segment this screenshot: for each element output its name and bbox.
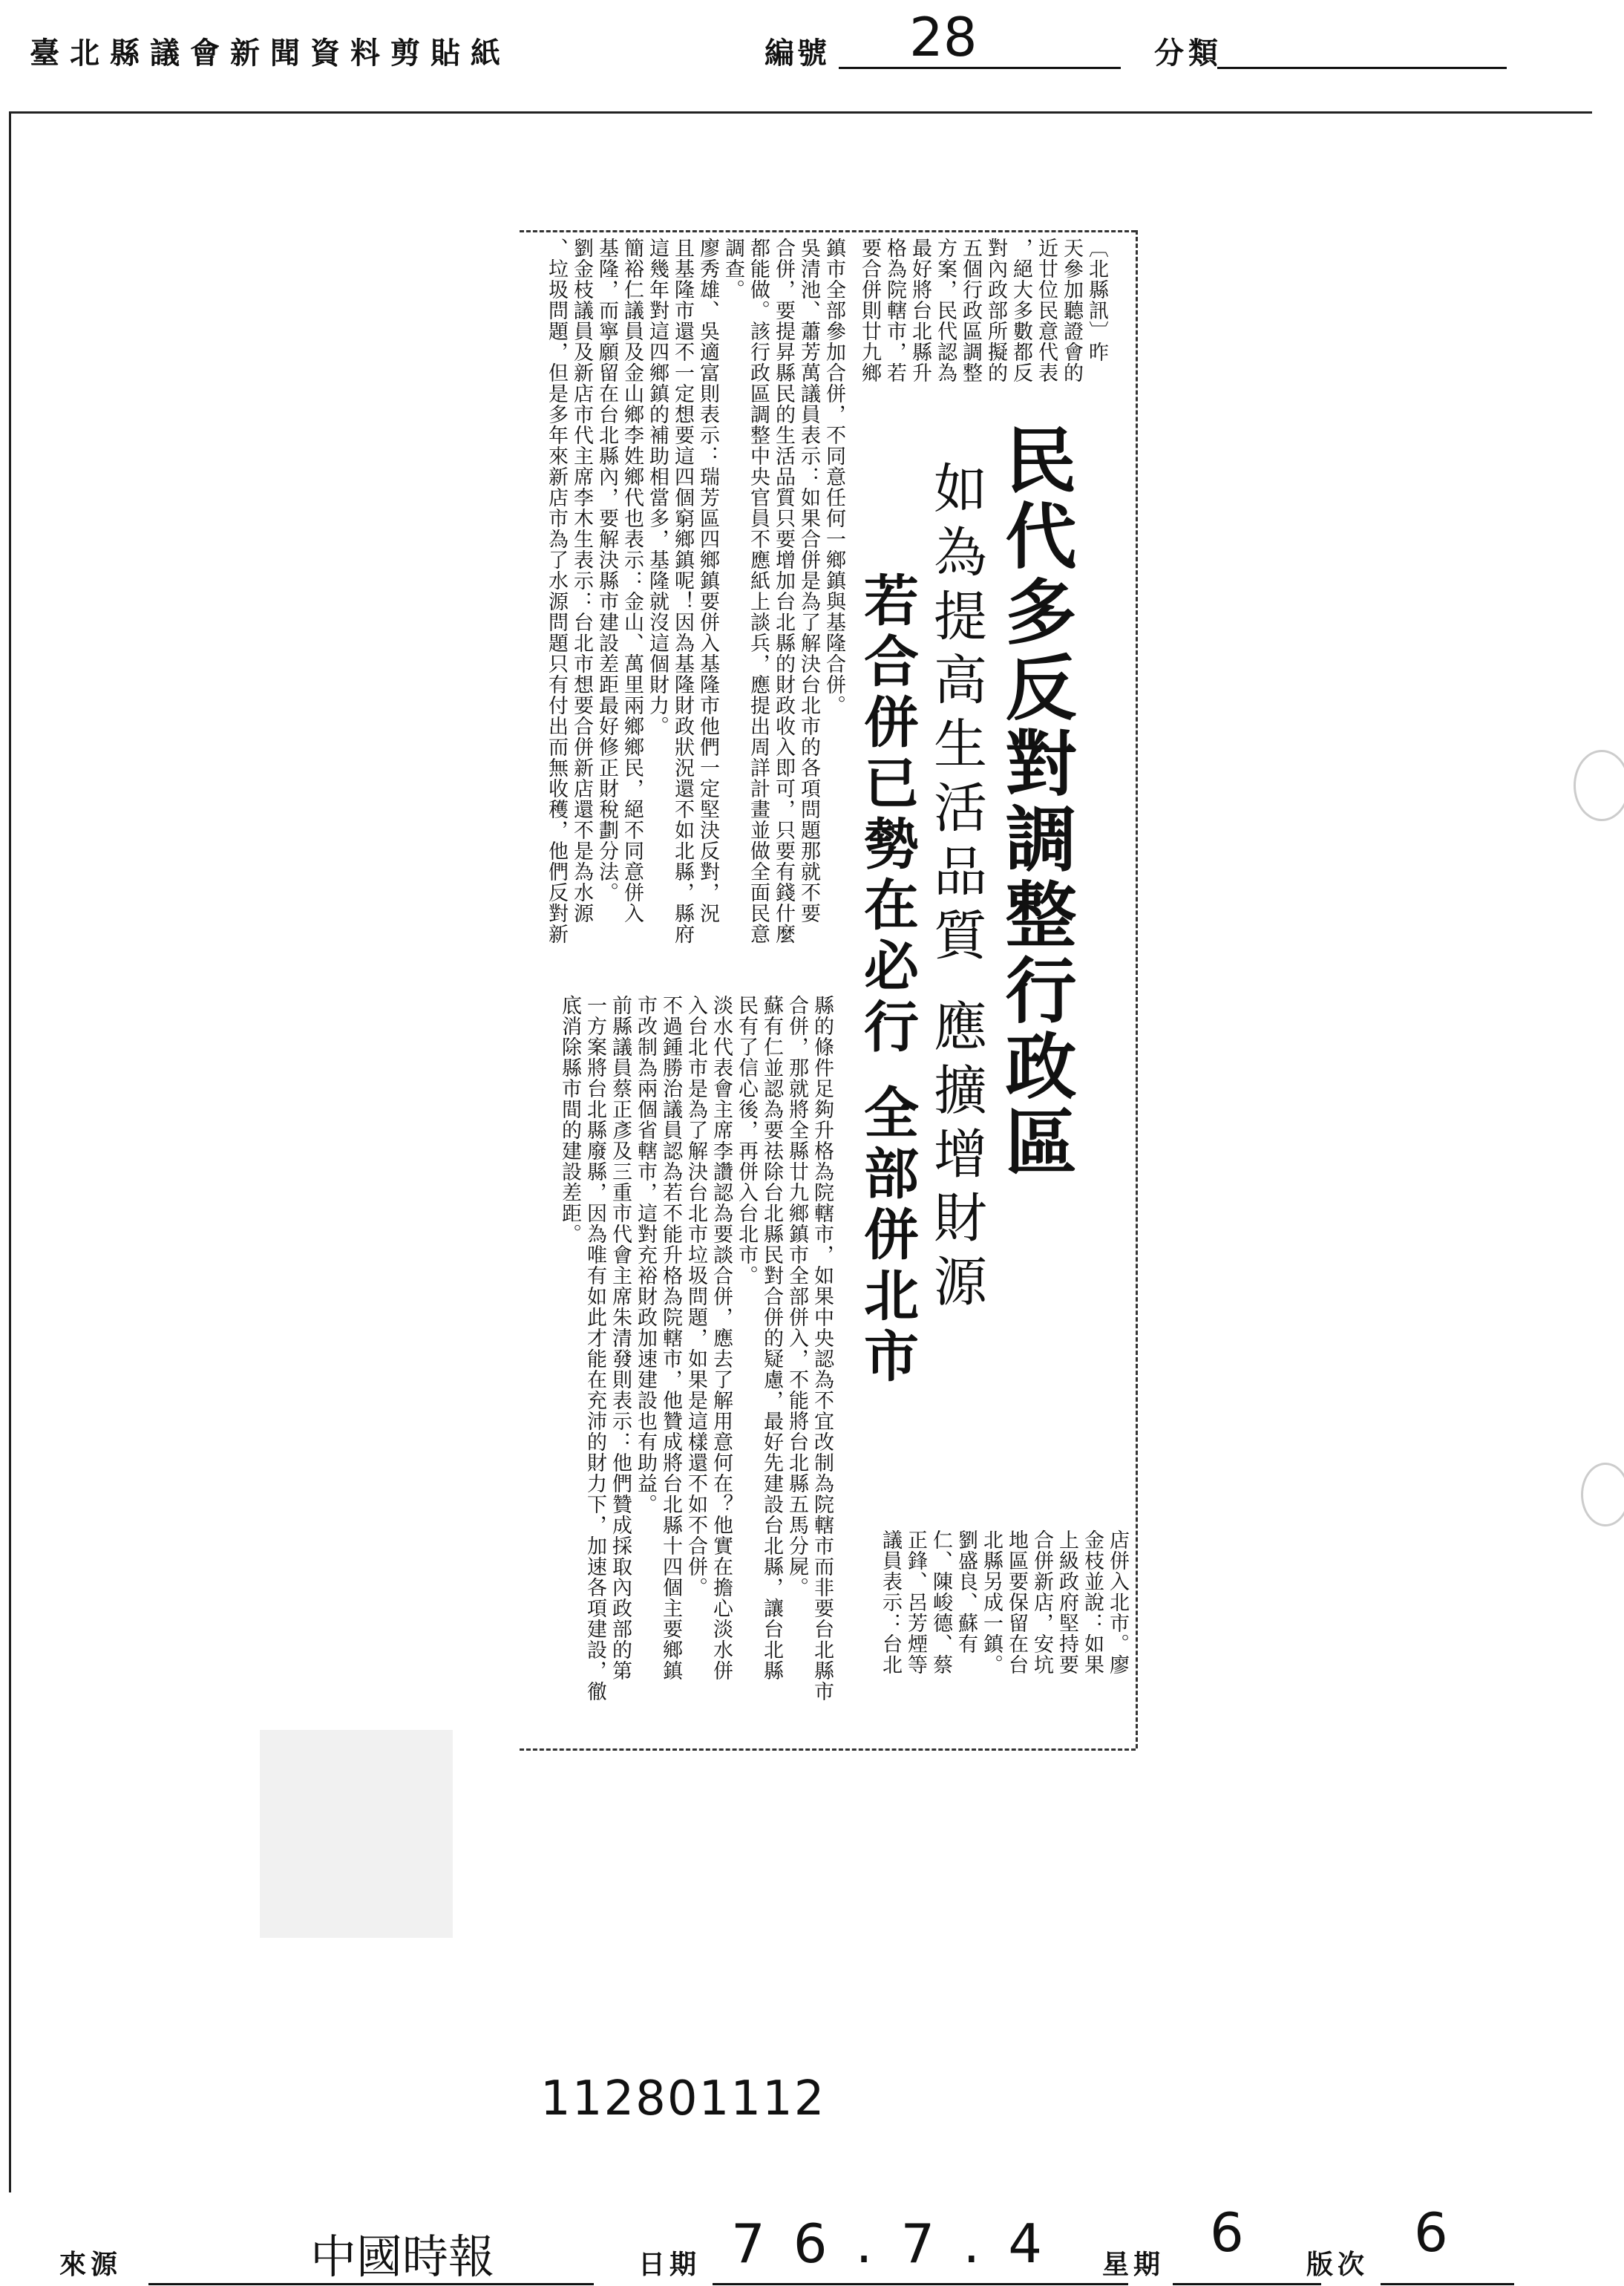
body-col: 基隆，而寧願留在台北縣內，要解決縣市建設差距最好修正財稅劃分法。 [595,238,618,903]
body-col: 廖秀雄、吳適富則表示：瑞芳區四鄉鎮要併入基隆市他們一定堅決反對，況 [696,238,719,924]
page-value: 6 [1414,2201,1448,2264]
body-col: 縣的條件足夠升格為院轄市，如果中央認為不宜改制為院轄市而非要台北縣市 [811,995,834,1702]
lead-col: 對內政部所擬的 [984,238,1007,383]
body-col: 且基隆市還不一定想要這四個窮鄉鎮呢！因為基隆財政狀況還不如北縣，縣府 [671,238,694,944]
body-col: 吳清池、蕭芳萬議員表示：如果合併是為了解決台北市的各項問題那就不要 [797,238,820,924]
lead-columns [858,238,1113,431]
number-label: 編號 [764,36,830,71]
lead-col: 天參加聽證會的 [1060,238,1083,383]
weekday-label: 星期 [1102,2249,1165,2280]
body-col: 底消除縣市間的建設差距。 [558,995,581,1244]
scan-smudge [260,1730,453,1938]
number-field-line [839,67,1121,69]
right-top-columns [858,1529,1133,1737]
body-col: 都能做。該行政區調整中央官員不應紙上談兵，應提出周詳計畫並做全面民意 [747,238,770,944]
body-col: 、垃圾問題，但是多年來新店市為了水源問題只有付出而無收穫，他們反對新 [545,238,568,944]
left-body-columns [528,238,848,1062]
number-value: 28 [909,6,978,68]
lead-col: 方案，民代認為 [934,238,957,383]
date-label: 日期 [638,2249,701,2280]
lead-col: 近廿位民意代表 [1035,238,1058,383]
lead-col: 格為院轄市，若 [883,238,906,383]
body-col: 地區要保留在台 [1005,1529,1028,1675]
body-col: 市改制為兩個省轄市，這對充裕財政加速建設也有助益。 [634,995,657,1515]
date-value: 76.7.4 [731,2212,1071,2275]
serial-number: 112801112 [540,2071,826,2126]
news-clipping [520,223,1143,1760]
body-col: 正鋒、呂芳煙等 [904,1529,927,1675]
body-col: 調查。 [721,238,744,300]
subhead-2: 若合併已勢在必行 全部併北市 [855,572,919,1388]
right-body-columns [542,995,839,1745]
clipping-top-border [520,230,1136,232]
form-title: 臺北縣議會新聞資料剪貼紙 [30,36,511,71]
body-col: 合併，要提昇縣民的生活品質只要增加台北縣的財政收入即可，只要有錢什麼 [772,238,795,944]
clipping-right-border [1136,230,1138,1748]
body-col: 北縣另成一鎮。 [980,1529,1003,1675]
weekday-field-line [1173,2283,1321,2285]
punch-hole [1581,1463,1624,1526]
punch-hole [1574,750,1624,821]
body-col: 店併入北市。廖 [1106,1529,1129,1675]
body-col: 劉金枝議員及新店市代主席李木生表示：台北市想要合併新店還不是為水源 [570,238,593,924]
body-col: 金枝並說：如果 [1081,1529,1104,1675]
page-field-line [1381,2283,1514,2285]
lead-col: 〔北縣訊〕昨 [1085,238,1108,362]
lead-col: 五個行政區調整 [959,238,982,383]
body-col: 簡裕仁議員及金山鄉李姓鄉代也表示：金山、萬里兩鄉鄉民，絕不同意併入 [621,238,644,924]
source-label: 來源 [59,2249,122,2280]
clipping-bottom-border [520,1748,1136,1751]
body-col: 合併，那就將全縣廿九鄉鎮市全部併入，不能將台北縣五馬分屍。 [785,995,808,1598]
category-field-line [1217,67,1507,69]
body-col: 民有了信心後，再併入台北市。 [735,995,758,1286]
date-field-line [713,2283,1128,2285]
body-col: 蘇有仁並認為要祛除台北縣民對合併的疑慮，最好先建設台北縣，讓台北縣 [760,995,783,1681]
lead-col: 最好將台北縣升 [908,238,931,383]
body-col: 淡水代表會主席李讚認為要談合併，應去了解用意何在？他實在擔心淡水併 [710,995,733,1681]
body-col: 議員表示：台北 [879,1529,902,1675]
body-col: 前縣議員蔡正彥及三重市代會主席朱清發則表示：他們贊成採取內政部的第 [609,995,632,1681]
body-col: 這幾年對這四鄉鎮的補助相當多，基隆就沒這個財力。 [646,238,669,737]
body-col: 上級政府堅持要 [1055,1529,1078,1675]
body-col: 不過鍾勝治議員認為若不能升格為院轄市，他贊成將台北縣十四個主要鄉鎮 [659,995,682,1681]
body-col: 合併新店，安坑 [1030,1529,1053,1675]
body-col: 入台北市是為了解決台北市垃圾問題，如果是這樣還不如不合併。 [684,995,707,1598]
body-col: 鎮市全部參加合併，不同意任何一鄉鎮與基隆合併。 [822,238,845,716]
body-col: 劉盛良、蘇有 [955,1529,978,1654]
body-col: 仁、陳峻德、蔡 [929,1529,952,1675]
source-value: 中國時報 [310,2230,495,2284]
lead-col: 要合併則廿九鄉 [858,238,881,383]
category-label: 分類 [1154,36,1222,71]
body-col: 一方案將台北縣廢縣，因為唯有如此才能在充沛的財力下，加速各項建設，徹 [583,995,606,1702]
lead-col: ，絕大多數都反 [1009,238,1032,383]
headline: 民代多反對調整行政區 [994,423,1078,1180]
page-label: 版次 [1306,2249,1369,2280]
weekday-value: 6 [1210,2201,1244,2264]
subhead-1: 如為提高生活品質 應擴增財源 [925,460,987,1318]
